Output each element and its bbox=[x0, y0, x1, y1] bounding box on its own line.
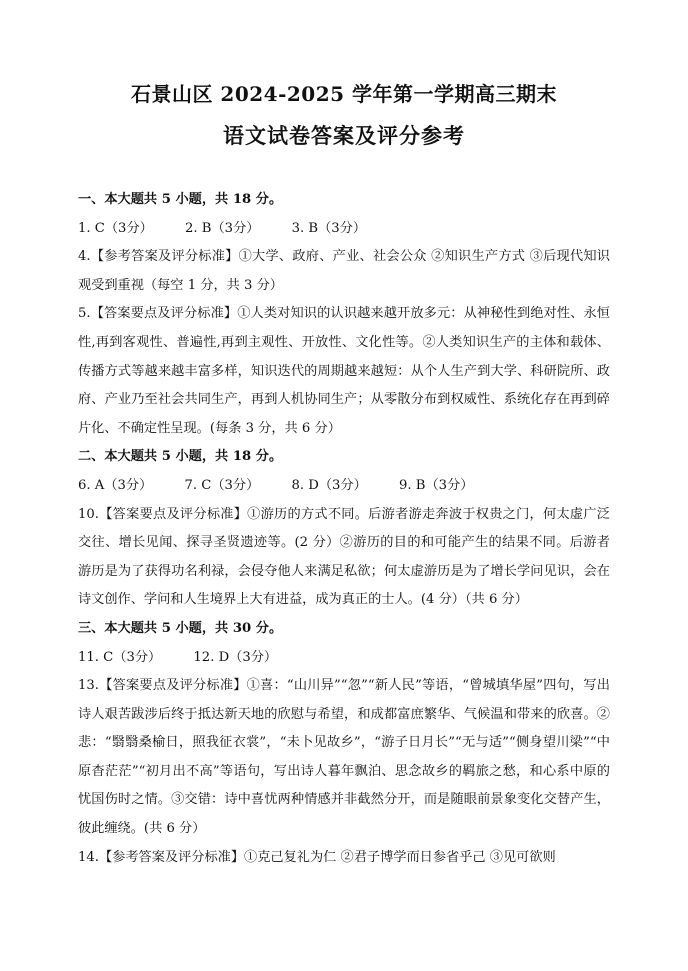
section-2-heading: 二、本大题共 5 小题，共 18 分。 bbox=[78, 449, 283, 465]
answer-q2: 2. B（3分） bbox=[185, 220, 260, 236]
answer-q10: 10.【答案要点及评分标准】①游历的方式不同。后游者游走奔波于权贵之门，何太虚广泛交往、增长见闻、探寻圣贤遗迹等。(2 分）②游历的目的和可能产生的结果不同。后游者游历是为了获得功名利禄，会侵夺他人来满足私欲；何太虚游历是为了增长学问见识，会在诗文创作、学问和人生境界上大有进益，成为真正的士人。(4 分）（共 6 分） bbox=[78, 506, 610, 608]
answer-q12: 12. D（3分） bbox=[193, 649, 278, 665]
section-1-heading: 一、本大题共 5 小题，共 18 分。 bbox=[78, 192, 283, 207]
answers-row-1-3 bbox=[78, 215, 610, 244]
page-subtitle: 语文试卷答案及评分参考 bbox=[223, 123, 465, 148]
answer-q1: 1. C（3分） bbox=[78, 220, 153, 236]
section-3-heading: 三、本大题共 5 小题，共 30 分。 bbox=[78, 620, 283, 636]
page-title: 石景山区 2024-2025 学年第一学期高三期末 bbox=[130, 82, 558, 106]
answer-q8: 8. D（3分） bbox=[291, 477, 367, 493]
answer-q11: 11. C（3分） bbox=[78, 649, 162, 665]
answer-q9: 9. B（3分） bbox=[399, 477, 474, 493]
answer-q13: 13.【答案要点及评分标准】①喜：“山川异”“忽”“新人民”等语，“曾城填华屋”四句，写出诗人艰苦跋涉后终于抵达新天地的欣慰与希望，和成都富庶繁华、气候温和带来的欣喜。②悲：“翳翳桑榆日，照我征衣裳”，“未卜见故乡”，“游子日月长”“无与适”“侧身望川梁”“中原杳茫茫”“初月出不高”等语句，写出诗人暮年飘泊、思念故乡的羁旅之愁，和心系中原的忧国伤时之情。③交错：诗中喜忧两种情感并非截然分开，而是随眼前景象变化交替产生，彼此缠绕。(共 6 分） bbox=[78, 678, 610, 837]
answer-q6: 6. A（3分） bbox=[78, 477, 153, 493]
answer-q5: 5.【答案要点及评分标准】①人类对知识的认识越来越开放多元：从神秘性到绝对性、永恒性,再到客观性、普遍性,再到主观性、开放性、文化性等。②人类知识生产的主体和载体、传播方式等越来越丰富多样，知识迭代的周期越来越短：从个人生产到大学、科研院所、政府、产业乃至社会共同生产，再到人机协同生产；从零散分布到权威性、系统化存在再到碎片化、不确定性呈现。(每条 3 分，共 6 分） bbox=[78, 306, 610, 436]
answers-row-6-9 bbox=[78, 472, 610, 501]
answer-q14: 14.【参考答案及评分标准】①克己复礼为仁 ②君子博学而日参省乎己 ③见可欲则 bbox=[78, 849, 556, 865]
answer-q4: 4.【参考答案及评分标准】①大学、政府、产业、社会公众 ②知识生产方式 ③后现代知识观受到重视（每空 1 分，共 3 分） bbox=[78, 249, 610, 293]
answer-q3: 3. B（3分） bbox=[291, 220, 367, 236]
answer-q7: 7. C（3分） bbox=[184, 477, 260, 493]
answer-content bbox=[78, 186, 610, 872]
answers-row-11-12 bbox=[78, 644, 610, 673]
